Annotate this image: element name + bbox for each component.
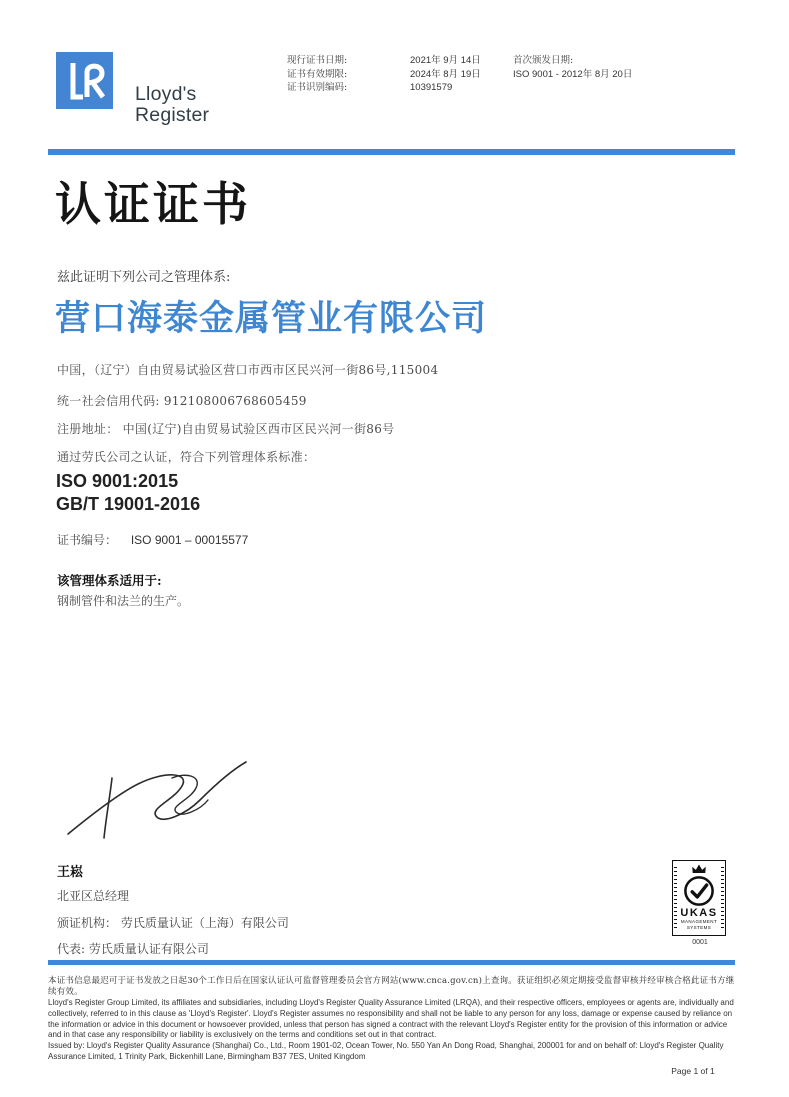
certificate-number-value: ISO 9001 – 00015577	[130, 533, 249, 547]
checkmark-circle-icon	[673, 874, 725, 908]
brand-line2: Register	[135, 104, 210, 126]
social-credit-code: 统一社会信用代码: 912108006768605459	[57, 394, 307, 408]
first-issue-value: ISO 9001 - 2012年 8月 20日	[513, 68, 633, 80]
footer-divider	[48, 960, 735, 965]
standard-gbt19001: GB/T 19001-2016	[56, 494, 201, 514]
footer-legal-block	[48, 976, 738, 1063]
company-name: 营口海泰金属管业有限公司	[55, 298, 488, 339]
page-title: 认证证书	[55, 177, 251, 231]
footer-cnca-notice: 本证书信息最迟可于证书发放之日起30个工作日后在国家认证认可监督管理委员会官方网站(www.cnca.gov.cn)上查询。获证组织必须定期接受监督审核并经审核合格此证书方继续有效。	[48, 976, 735, 997]
standards-list	[56, 470, 200, 516]
ukas-subtitle1: MANAGEMENT	[680, 919, 718, 924]
field-label: 证书有效期限:	[287, 68, 348, 80]
standard-iso9001: ISO 9001:2015	[56, 471, 179, 491]
certificate-number-row	[57, 531, 248, 548]
footer-disclaimer: Lloyd's Register Group Limited, its affiliates and subsidiaries, including Lloyd's Register Quality Assurance Limited (LRQA), and their respective officers, employees or agents are, individually and collectively, referred to in this clause as 'Lloyd's Register'. Lloyd's Register assumes no responsibility and shall not be liable to any person for any loss, damage or expense caused by reliance on the information or advice in this document or howsoever provided, unless that person has signed a contract with the relevant Lloyd's Register entity for the provision of this information or advice and in that case any responsibility or liability is exclusively on the terms and conditions set out in that contract.	[48, 998, 734, 1040]
field-value: 2024年 8月 19日	[410, 68, 481, 80]
field-certificate-id	[287, 81, 481, 95]
footer-issued-by: Issued by: Lloyd's Register Quality Assurance (Shanghai) Co., Ltd., Room 1901-02, Ocean Tower, No. 550 Yan An Dong Road, Shanghai, 200001 for and on behalf of: Lloyd's Register Quality Assurance Limited, 1 Trinity Park, Bickenhill Lane, Birmingham B37 7ES, United Kingdom	[48, 1041, 724, 1061]
company-address: 中国，（辽宁）自由贸易试验区营口市西市区民兴河一街86号,115004	[57, 363, 439, 377]
ukas-subtitle2: SYSTEMS	[686, 924, 712, 930]
certificate-number-label: 证书编号：	[57, 533, 118, 547]
field-current-date	[287, 54, 481, 68]
certificate-dates-block	[287, 54, 481, 95]
page-number: Page 1 of 1	[671, 1066, 715, 1076]
approval-statement: 通过劳氏公司之认证，符合下列管理体系标准：	[57, 450, 316, 464]
scope-text: 钢制管件和法兰的生产。	[57, 594, 190, 608]
signatory-title: 北亚区总经理	[57, 889, 130, 903]
crown-icon	[673, 863, 725, 874]
first-issue-label: 首次颁发日期:	[513, 55, 574, 66]
ukas-number: 0001	[692, 939, 708, 946]
issuing-body-line: 颁证机构： 劳氏质量认证（上海）有限公司	[57, 916, 289, 930]
scope-heading: 该管理体系适用于:	[57, 573, 162, 588]
field-label: 证书识别编码:	[287, 82, 348, 93]
field-label: 现行证书日期:	[287, 55, 348, 66]
brand-wordmark	[135, 84, 209, 126]
ukas-ticks-left	[674, 867, 677, 929]
ukas-word: UKAS	[680, 907, 718, 919]
field-value: 10391579	[410, 82, 453, 93]
brand-line1: Lloyd's	[135, 83, 197, 105]
on-behalf-line: 代表: 劳氏质量认证有限公司	[57, 942, 209, 956]
field-expiry-date	[287, 68, 481, 82]
signatory-name: 王崧	[57, 865, 84, 880]
field-value: 2021年 9月 14日	[410, 55, 481, 66]
header-divider	[48, 149, 735, 155]
lr-monogram-icon	[56, 52, 113, 109]
ukas-accreditation-mark	[672, 860, 728, 946]
certify-statement: 兹此证明下列公司之管理体系:	[57, 270, 231, 285]
first-issue-block	[513, 54, 632, 81]
ukas-ticks-right	[721, 867, 724, 929]
ukas-box	[672, 860, 726, 936]
registered-address: 注册地址： 中国(辽宁)自由贸易试验区西市区民兴河一街86号	[57, 422, 395, 436]
lloyds-register-logo-icon	[56, 52, 113, 109]
signature-image	[60, 742, 310, 856]
signature-stroke-icon	[60, 742, 310, 852]
